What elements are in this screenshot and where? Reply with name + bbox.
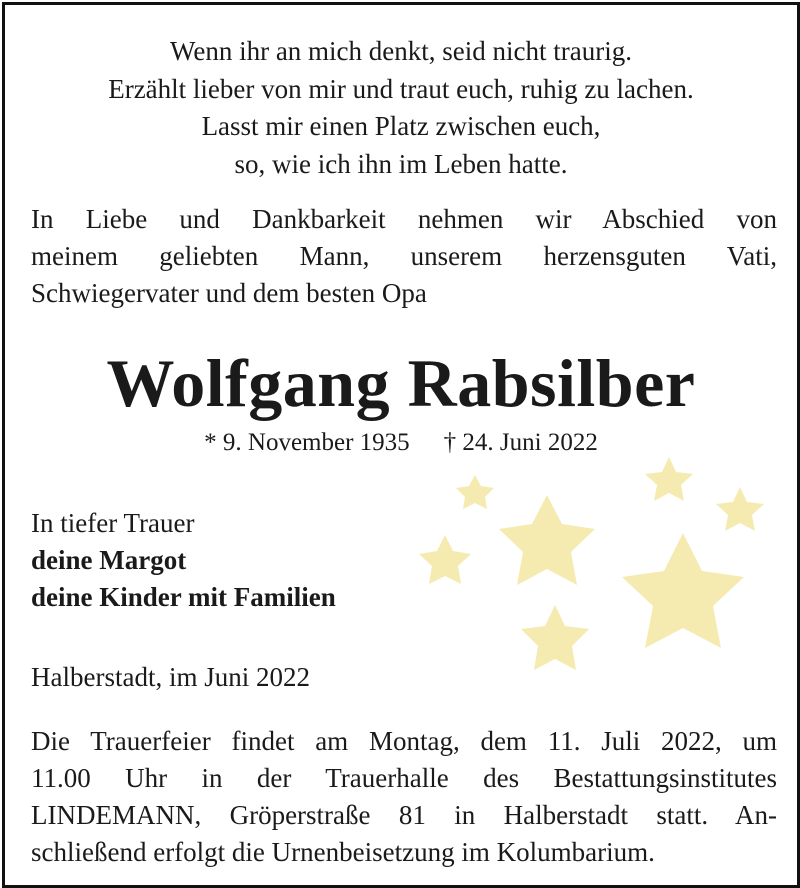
intro-line: In Liebe und Dankbarkeit nehmen wir Abschied von — [31, 204, 777, 234]
poem — [5, 33, 797, 183]
poem-line: Wenn ihr an mich denkt, seid nicht traurig. — [170, 36, 632, 66]
poem-line: so, wie ich ihn im Leben hatte. — [234, 148, 568, 179]
star-icon — [419, 535, 471, 584]
deceased-name: Wolfgang Rabsilber — [106, 345, 696, 421]
ceremony-line: LINDEMANN, Gröperstraße 81 in Halberstadt statt. An- — [31, 800, 777, 830]
ceremony-line: 11.00 Uhr in der Trauerhalle des Bestattungsinstitutes — [31, 763, 777, 793]
star-icon — [622, 533, 744, 648]
mourners-block — [31, 505, 336, 616]
notice-frame — [2, 2, 800, 888]
poem-line: Lasst mir einen Platz zwischen euch, — [201, 111, 601, 141]
star-icon — [645, 457, 693, 501]
star-icon — [716, 487, 764, 531]
ceremony-line: schließend erfolgt die Urnenbeisetzung im Kolumbarium. — [31, 837, 655, 867]
star-icon — [499, 495, 595, 585]
intro-line: meinem geliebten Mann, unserem herzensguten Vati, — [31, 241, 777, 271]
death-date: † 24. Juni 2022 — [443, 429, 598, 456]
notice-content — [5, 5, 797, 885]
mourner-family: deine Kinder mit Familien — [31, 582, 336, 612]
birth-date: * 9. November 1935 — [204, 429, 410, 456]
ceremony-line: Die Trauerfeier findet am Montag, dem 11. Juli 2022, um — [31, 726, 777, 756]
intro-text — [31, 201, 777, 312]
intro-line: Schwiegervater und dem besten Opa — [31, 278, 427, 308]
place-date: Halberstadt, im Juni 2022 — [31, 662, 310, 692]
mourning-intro: In tiefer Trauer — [31, 508, 195, 538]
star-icon — [521, 605, 589, 670]
star-icon — [456, 475, 494, 509]
poem-line: Erzählt lieber von mir und traut euch, ruhig zu lachen. — [108, 73, 694, 104]
mourner-spouse: deine Margot — [31, 545, 187, 575]
ceremony-text — [31, 723, 777, 871]
star-decoration — [405, 445, 785, 695]
